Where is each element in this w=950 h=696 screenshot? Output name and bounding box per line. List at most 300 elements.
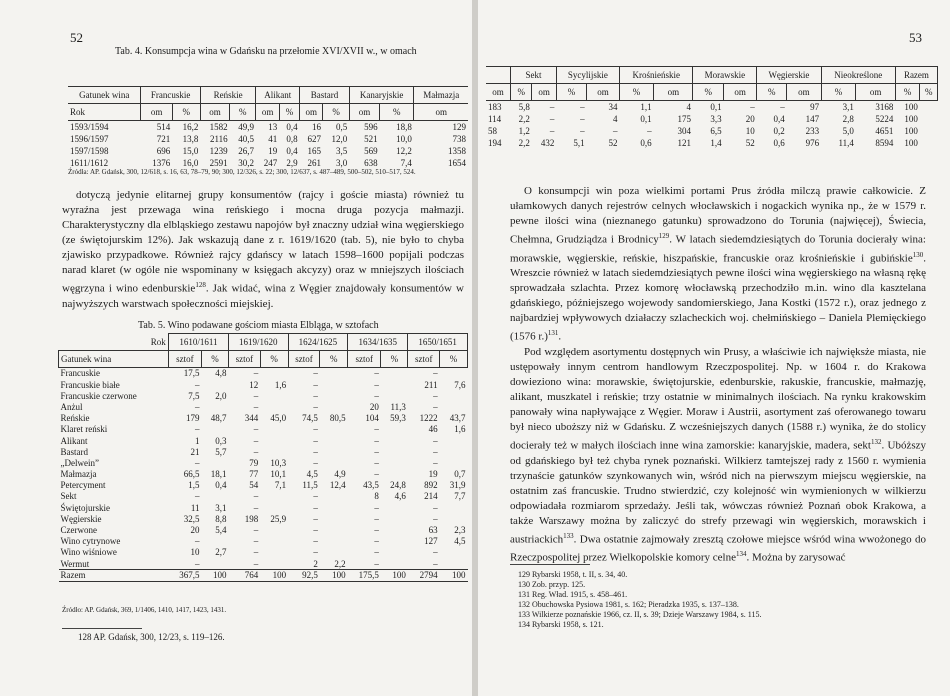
table5-cell: – [195,401,200,412]
table4-cont-cell: 147 [805,113,820,124]
table4-cont-cell: 3,3 [710,113,722,124]
table4-cont-cell: 100 [904,125,918,136]
table5-cell [320,547,348,558]
table4-cont-cell: – [549,101,555,112]
table5-cell: 80,5 [329,413,346,424]
table4-cont-cell: 0,1 [710,101,722,112]
table4-cont-cell: – [580,125,585,136]
table5-cell: – [195,424,200,435]
table5-cell: – [313,513,318,524]
table5-wine-cell: Reńskie [60,413,90,424]
footnote-ref: 129 [658,232,670,240]
table4-cont-cell: 4 [612,113,618,124]
table5-cell: – [433,401,438,412]
table4-cont-sub-header: om [532,84,557,101]
footnote: 130 Zob. przyp. 125. [518,580,586,589]
table4-cell: 0,5 [336,121,348,132]
table4-cell: 2116 [209,133,228,144]
table5-cell: – [374,525,379,536]
table5-cell: 20 [190,525,200,536]
table5-cell: 214 [424,491,438,502]
table5-row [59,435,468,446]
table5-year-header: 1619/1620 [229,334,289,351]
table5-cell: 198 [244,513,259,524]
table5-cell [202,536,229,547]
table5-cell: – [313,491,318,502]
table4-cont-sub-header: % [556,84,586,101]
table4-cell: 15,0 [182,145,199,156]
table5-cell: 4,6 [394,491,406,502]
table5-cell: – [374,379,379,390]
table5-cell: 5,7 [215,446,227,457]
table4-cont-sub-header: om [486,84,511,101]
table5-cell [260,435,288,446]
table5-total-label: Razem [59,570,169,581]
table4-year-cell: 1597/1598 [70,145,109,156]
table5-total-cell: 764 [229,570,261,581]
table5-wine-cell: Francuskie [60,368,100,379]
table4-cont-sub-header: om [787,84,821,101]
table5-cell: – [313,424,318,435]
table4-cell: 30,2 [238,157,254,168]
table5-cell [260,491,288,502]
paragraph-text: . Dwa ostatnie zajmowały zresztą czołowe miejsce wśród wina wwożonego do Rzeczpospolitej przez Wielkopolskie komory celne [510,533,926,564]
table4-cont-cell: 6,5 [710,125,722,136]
table5-wine-cell: Wino cytrynowe [60,536,121,547]
table4-cell: 165 [307,145,321,156]
table4-sub-header: % [279,104,299,121]
table5-cell: 1222 [419,413,438,424]
table4-wine-header: Francuskie [141,87,200,104]
table5-cell: – [374,536,379,547]
table5-total-cell: 100 [440,570,468,581]
table5-cell [440,435,468,446]
table5-cell [440,458,468,469]
table5-row [59,390,468,401]
table5-cell: – [374,469,379,480]
table5-cell [202,491,229,502]
table5-cell: 2,7 [215,547,227,558]
table4-caption: Tab. 4. Konsumpcja wina w Gdańsku na przełomie XVI/XVII w., w omach [115,46,417,57]
table4-wine-header: Bastard [300,87,350,104]
table5-cell [381,424,408,435]
table4-cell: 13 [268,121,278,132]
table4-cont-wine-header: Krośnieńskie [619,67,693,84]
table4-cell: 1358 [448,145,466,156]
table4-cell: 696 [156,145,171,156]
table5-cell: 48,7 [210,413,227,424]
table4-cell: 13,8 [182,133,199,144]
table5-row [59,379,468,390]
table5-cell [320,536,348,547]
table5-cell: 74,5 [302,413,318,424]
table4-cont-cell: 1,4 [710,137,722,148]
table4-cell: 2591 [209,157,228,168]
table4-cont-cell: 194 [488,137,502,148]
table4-cont-cell: 0,4 [773,113,785,124]
table5-cell: – [313,379,318,390]
table5-total-cell: 100 [202,570,229,581]
table5-row [59,525,468,536]
table4-cont-cell: 0,6 [640,137,652,148]
table4-source: Źródła: AP. Gdańsk, 300, 12/618, s. 16, 63, 78–79, 90; 300, 12/326, s. 22; 300, 12/637, s. 487–489, 500–502, 510–517, 524. [68,168,416,176]
table5-cell: 43,5 [363,480,379,491]
table5-sub-header: % [440,351,468,368]
table4-rok-header: Rok [68,104,141,121]
table5-cell: – [313,401,318,412]
table5-cell [202,558,229,570]
table4-year-cell: 1596/1597 [70,133,109,144]
table4-cell: 0,4 [286,145,298,156]
table5-wine-cell: Bastard [60,446,88,457]
table5-total-cell: 100 [260,570,288,581]
table4-cell: 1654 [448,157,466,168]
table5-cell [320,525,348,536]
table5-wine-cell: Świętojurskie [60,502,110,513]
table4-cont-cell: 100 [904,101,918,112]
table5-row [59,368,468,380]
footnote: 132 Obuchowska Pysiowa 1981, s. 162; Pieradzka 1935, s. 137–138. [518,600,739,609]
table4-cell: 0,8 [286,133,298,144]
table5-cell [381,458,408,469]
table5-wine-cell: Wermut [60,558,90,569]
footnote: 133 Wilkierze poznańskie 1966, cz. II, s. 39; Dzieje Warszawy 1984, s. 115. [518,610,762,619]
table5-cell: – [374,435,379,446]
footnote-ref: 133 [563,531,574,540]
table5-cell [440,558,468,570]
table4-wine-header: Reńskie [200,87,256,104]
table4-cell: 521 [364,133,378,144]
table5-cell: – [313,457,318,468]
table4-left [68,86,468,169]
footnote-separator [510,564,590,565]
table5-cell [381,446,408,457]
table5-total-row [59,570,468,581]
table5-cell: – [195,379,200,390]
table5-cell: – [374,513,379,524]
table5-cell: – [433,457,438,468]
table5-cell: 43,7 [449,413,466,424]
table5-cell [381,525,408,536]
table5-cell: – [195,491,200,502]
table4-cont-wine-header: Sycylijskie [556,67,619,84]
table5-cell [320,513,348,524]
table5-cell: 46 [428,424,438,435]
table5-cell: 32,5 [183,513,200,524]
table5-cell: – [195,558,200,569]
table5-cell: – [313,390,318,401]
table5-year-header: 1650/1651 [408,334,468,351]
table5-cell: – [253,401,259,412]
table5-cell: – [253,435,259,446]
table5-row [59,480,468,491]
table5-cell: 24,8 [390,480,406,491]
table5-cell: 1 [195,435,200,446]
table4-cont-cell: 58 [488,125,497,136]
table5-cell: 8 [374,491,379,502]
table5-cell [320,502,348,513]
table4-cont-cell: 5,1 [573,137,585,148]
table4-cont-cell: 100 [904,137,918,148]
table5-cell [320,446,348,457]
table4-cont-sub-header: % [821,84,856,101]
table5-cell: – [433,446,438,457]
table4-cont-cell: – [549,125,555,136]
footnote-ref: 131 [547,329,559,338]
table5-cell [440,446,468,457]
table4-cont-wine-header: Razem [895,67,937,84]
footnote-ref: 132 [870,437,882,446]
table5-cell: 25,9 [270,513,287,524]
table5-cell [260,502,288,513]
table4-cont-cell: – [647,125,652,136]
table4-cont-cell: 52 [745,137,755,148]
table5-cell: 4,5 [306,469,318,480]
table5-cell [320,379,348,390]
table5-cell: 77 [249,469,259,480]
table4-sub-header: % [172,104,200,121]
table4-cont-wine-header: Nieokreślone [821,67,895,84]
table5-cell [381,435,408,446]
table5-cell: 4,8 [215,368,227,379]
table4-row [68,133,468,145]
table5-cell [260,390,288,401]
footnote-ref: 130 [912,250,924,259]
table4-cont-cell: 4 [686,101,691,112]
table4-cont-cell: 3,1 [842,101,854,112]
table5-cell: 0,7 [454,469,466,480]
table4-cell: 2,9 [286,157,298,168]
table4-sub-header: % [230,104,256,121]
table4-cont-sub-header: % [757,84,787,101]
table4-cont-cell: 5224 [875,113,894,124]
table5-sub-header: sztof [348,351,381,368]
table5-wine-cell: „Delwein” [60,457,99,468]
table5-cell [320,424,348,435]
table4-cont-cell: – [750,101,755,112]
table5-cell: – [253,525,259,536]
table4-cell: 129 [452,121,466,132]
table5-row [59,402,468,413]
table5-cell [381,558,408,570]
table4-cont-cell: – [549,113,555,124]
table5-row [59,424,468,435]
table4-cont-wine-header: Morawskie [693,67,757,84]
table5-cell: 0,3 [215,435,227,446]
table4-cont-sub-header: om [856,84,895,101]
table4-cell: 1239 [209,145,228,156]
table4-sub-header: om [414,104,468,121]
table5-cell [202,458,229,469]
table5-cell: – [313,502,318,513]
table4-cont-cell: 121 [677,137,691,148]
table5-cell: – [374,390,379,401]
table5-total-cell: 92,5 [288,570,320,581]
footnote-128: 128 AP. Gdańsk, 300, 12/23, s. 119–126. [78,632,225,642]
footnotes-right [518,570,762,630]
table4-cell: 3,5 [336,145,348,156]
table5-cell: – [253,446,259,457]
table5-sub-header: % [260,351,288,368]
table5-cell: 0,4 [215,480,227,491]
table5-cell: 63 [428,525,438,536]
table4-cont-cell: – [580,101,585,112]
left-page [0,0,472,696]
table5-cell: 7,7 [454,491,466,502]
table5-cell: 7,6 [454,379,466,390]
table5-row [59,458,468,469]
paragraph-text: . W latach siedemdziesiątych do Torunia docierały wina: morawskie, węgierskie, reńskie, hiszpańskie, francuskie oraz krośnieńskie i gubińskie [510,233,926,265]
body-text-right [510,184,926,566]
table4-cont-cell: 97 [810,101,820,112]
table5-gatunek-header: Gatunek wina [59,351,169,368]
table5-row [59,536,468,547]
footnote: 129 Rybarski 1958, t. II, s. 34, 40. [518,570,628,579]
table5-cell: 7,1 [274,480,287,491]
table5-year-header: 1610/1611 [168,334,228,351]
table4-cont-sub-header: % [895,84,920,101]
table4-cont-sub-header: % [619,84,653,101]
table5-cell: 21 [190,446,200,457]
table5-year-header: 1634/1635 [348,334,408,351]
table5-cell: – [253,424,259,435]
table5-cell: 3,1 [215,502,227,513]
table5-cell: 211 [424,379,438,390]
table5-cell: 4,9 [334,469,346,480]
table5-cell: 19 [428,469,438,480]
table5-cell [320,402,348,413]
table4-cont-cell: 432 [540,137,555,148]
table4-cont-cell: 2,8 [842,113,854,124]
table5-cell [440,502,468,513]
table5-cell: 11 [190,502,200,513]
table5-wine-cell: Węgierskie [60,513,102,524]
right-page [478,0,950,696]
table5-cell: – [433,435,438,446]
paragraph-text: . Można by zarysować [746,551,846,564]
table4-cell: 569 [364,145,378,156]
table5-sub-header: sztof [288,351,320,368]
table4-cont-cell: – [780,101,785,112]
table4-sub-header: om [349,104,379,121]
table4-cont-sub-header: % [920,84,938,101]
table4-cont-sub-header: om [654,84,693,101]
table4-cont-cell: 34 [608,101,618,112]
table4-row [68,145,468,157]
table4-cont-cell: 8594 [875,137,894,148]
table5-sub-header: % [320,351,348,368]
table5-cell: 8,8 [215,513,227,524]
table5-row [59,413,468,424]
table4-cont-row [486,125,938,137]
table5-cell: – [374,547,379,558]
table5-wine-cell: Czerwone [60,525,97,536]
table4-cont-cell: 5,8 [518,101,530,112]
table5-row [59,502,468,513]
table5-cell [381,513,408,524]
table5 [58,333,468,582]
table4-cell: 738 [452,133,466,144]
table5-cell [440,513,468,524]
table4-cell: 12,2 [396,145,412,156]
table5-cell: 1,6 [274,379,287,390]
page-number-left: 52 [70,30,83,45]
table5-cell [320,458,348,469]
table5-sub-header: % [381,351,408,368]
paragraph-text-end: . Jak widać, wina z Węgier znajdowały konsumentów w najwyższych warstwach społeczności miejskiej. [62,282,464,310]
table5-cell: – [374,424,379,435]
table5-cell [381,379,408,390]
table5-cell [381,390,408,401]
table5-cell: 179 [186,413,200,424]
table5-sub-header: sztof [168,351,201,368]
table4-cell: 627 [307,133,321,144]
table4-cont-wine-header: Sekt [511,67,557,84]
table5-cell: – [374,368,379,379]
table5-cell: 18,1 [210,469,227,480]
paragraph-text: dotyczą jedynie elitarnej grupy konsumentów (rajcy i goście miasta) również tu wyraźna jest przewaga wina reńskiego i mocna druga pozycja małmazji. Charakterystyczny dla elbląskiego zestawu napojów był znaczny udział wina węgierskiego (ze świętojurskim 12%). Jak wskazują dane z r. 1619/1620 (tab. 5), nie było to chyba zjawisko przypadkowe. Również rajcy gdańscy w latach 1598–1600 popijali podczas narad klaret (w ogóle nie wspominany w księgach akcyzy) oraz w mniejszych ilościach węgrzyna i wino edenburskie [62,189,464,295]
table5-cell [260,547,288,558]
table5-cell: 10,1 [270,469,287,480]
table5-row [59,446,468,457]
table5-cell: – [195,536,200,547]
table4-right [486,66,938,149]
table5-cell [202,402,229,413]
table5-cell: – [253,547,259,558]
table5-rok-header: Rok [150,336,166,347]
table5-cell: – [313,368,318,379]
table5-cell: 2,0 [215,390,227,401]
table5-cell: – [253,390,259,401]
page-number-right: 53 [909,30,922,45]
table4-cell: 18,8 [396,121,412,132]
table5-total-cell: 367,5 [168,570,201,581]
table5-wine-cell: Francuskie białe [60,379,120,390]
table4-cont-cell: 233 [805,125,820,136]
table4-cont-cell: 114 [488,113,502,124]
table4-cell: 16,0 [182,157,199,168]
table4-cell: 596 [364,121,378,132]
table5-cell [202,379,229,390]
table5-cell: – [374,457,379,468]
footnote: 131 Reg. Wład. 1915, s. 458–461. [518,590,628,599]
table5-cell [440,390,468,401]
table5-cell [260,446,288,457]
table5-cell [320,368,348,380]
table5-cell: 59,3 [390,413,406,424]
table5-cell [381,547,408,558]
table5-cell: – [433,558,438,569]
table4-sub-header: om [200,104,229,121]
table5-cell: 54 [249,480,259,491]
paragraph-text: O konsumpcji win poza wielkimi portami Prus źródła milczą prawie całkowicie. Z ułamkowych danych rejestrów celnych włocławskich i nogackich wynika np., że w 1579 r. pewne ilości wina (nieznanego gatunku) sprowadzono do Torunia (najwięcej), Świecia, Chełmna, Grudziądza i Brodnicy [510,185,926,246]
table5-cell: 127 [424,536,438,547]
table5-cell: 10,3 [270,457,287,468]
table4-cont-cell: 52 [608,137,618,148]
table4-cont-cell: 20 [745,113,755,124]
table5-cell: – [313,547,318,558]
table4-cell: 638 [364,157,378,168]
paragraph-text: . Ubóższy od gdańskiego był też chyba rynek poznański. Wilkierz tamtejszej rady z 1560 r. wymienia trzynaście gatunków szynkowanych win, wśród nich na pierwszym miejscu węgierskie, na ostatnim zaś francuskie. Trudno stwierdzić, czy kolejność win wymienionych w wilkierzu odpowiadała rozmiarom sprzedaży. Jeśli tak, wówczas również Poznań obok Krakowa, a także Warszawy można by zaliczyć do strefy przewagi win węgierskich, morawskich i austriackich [510,439,927,546]
footnote: 134 Rybarski 1958, s. 121. [518,620,604,629]
table4-cell: 40,5 [238,133,254,144]
table4-cell: 7,4 [400,157,412,168]
table4-cont-row [486,137,938,149]
table4-cont-cell: 2,2 [518,137,530,148]
table5-cell: – [253,491,259,502]
table5-cell: 11,3 [390,401,406,412]
table4-cell: 1376 [152,157,171,168]
